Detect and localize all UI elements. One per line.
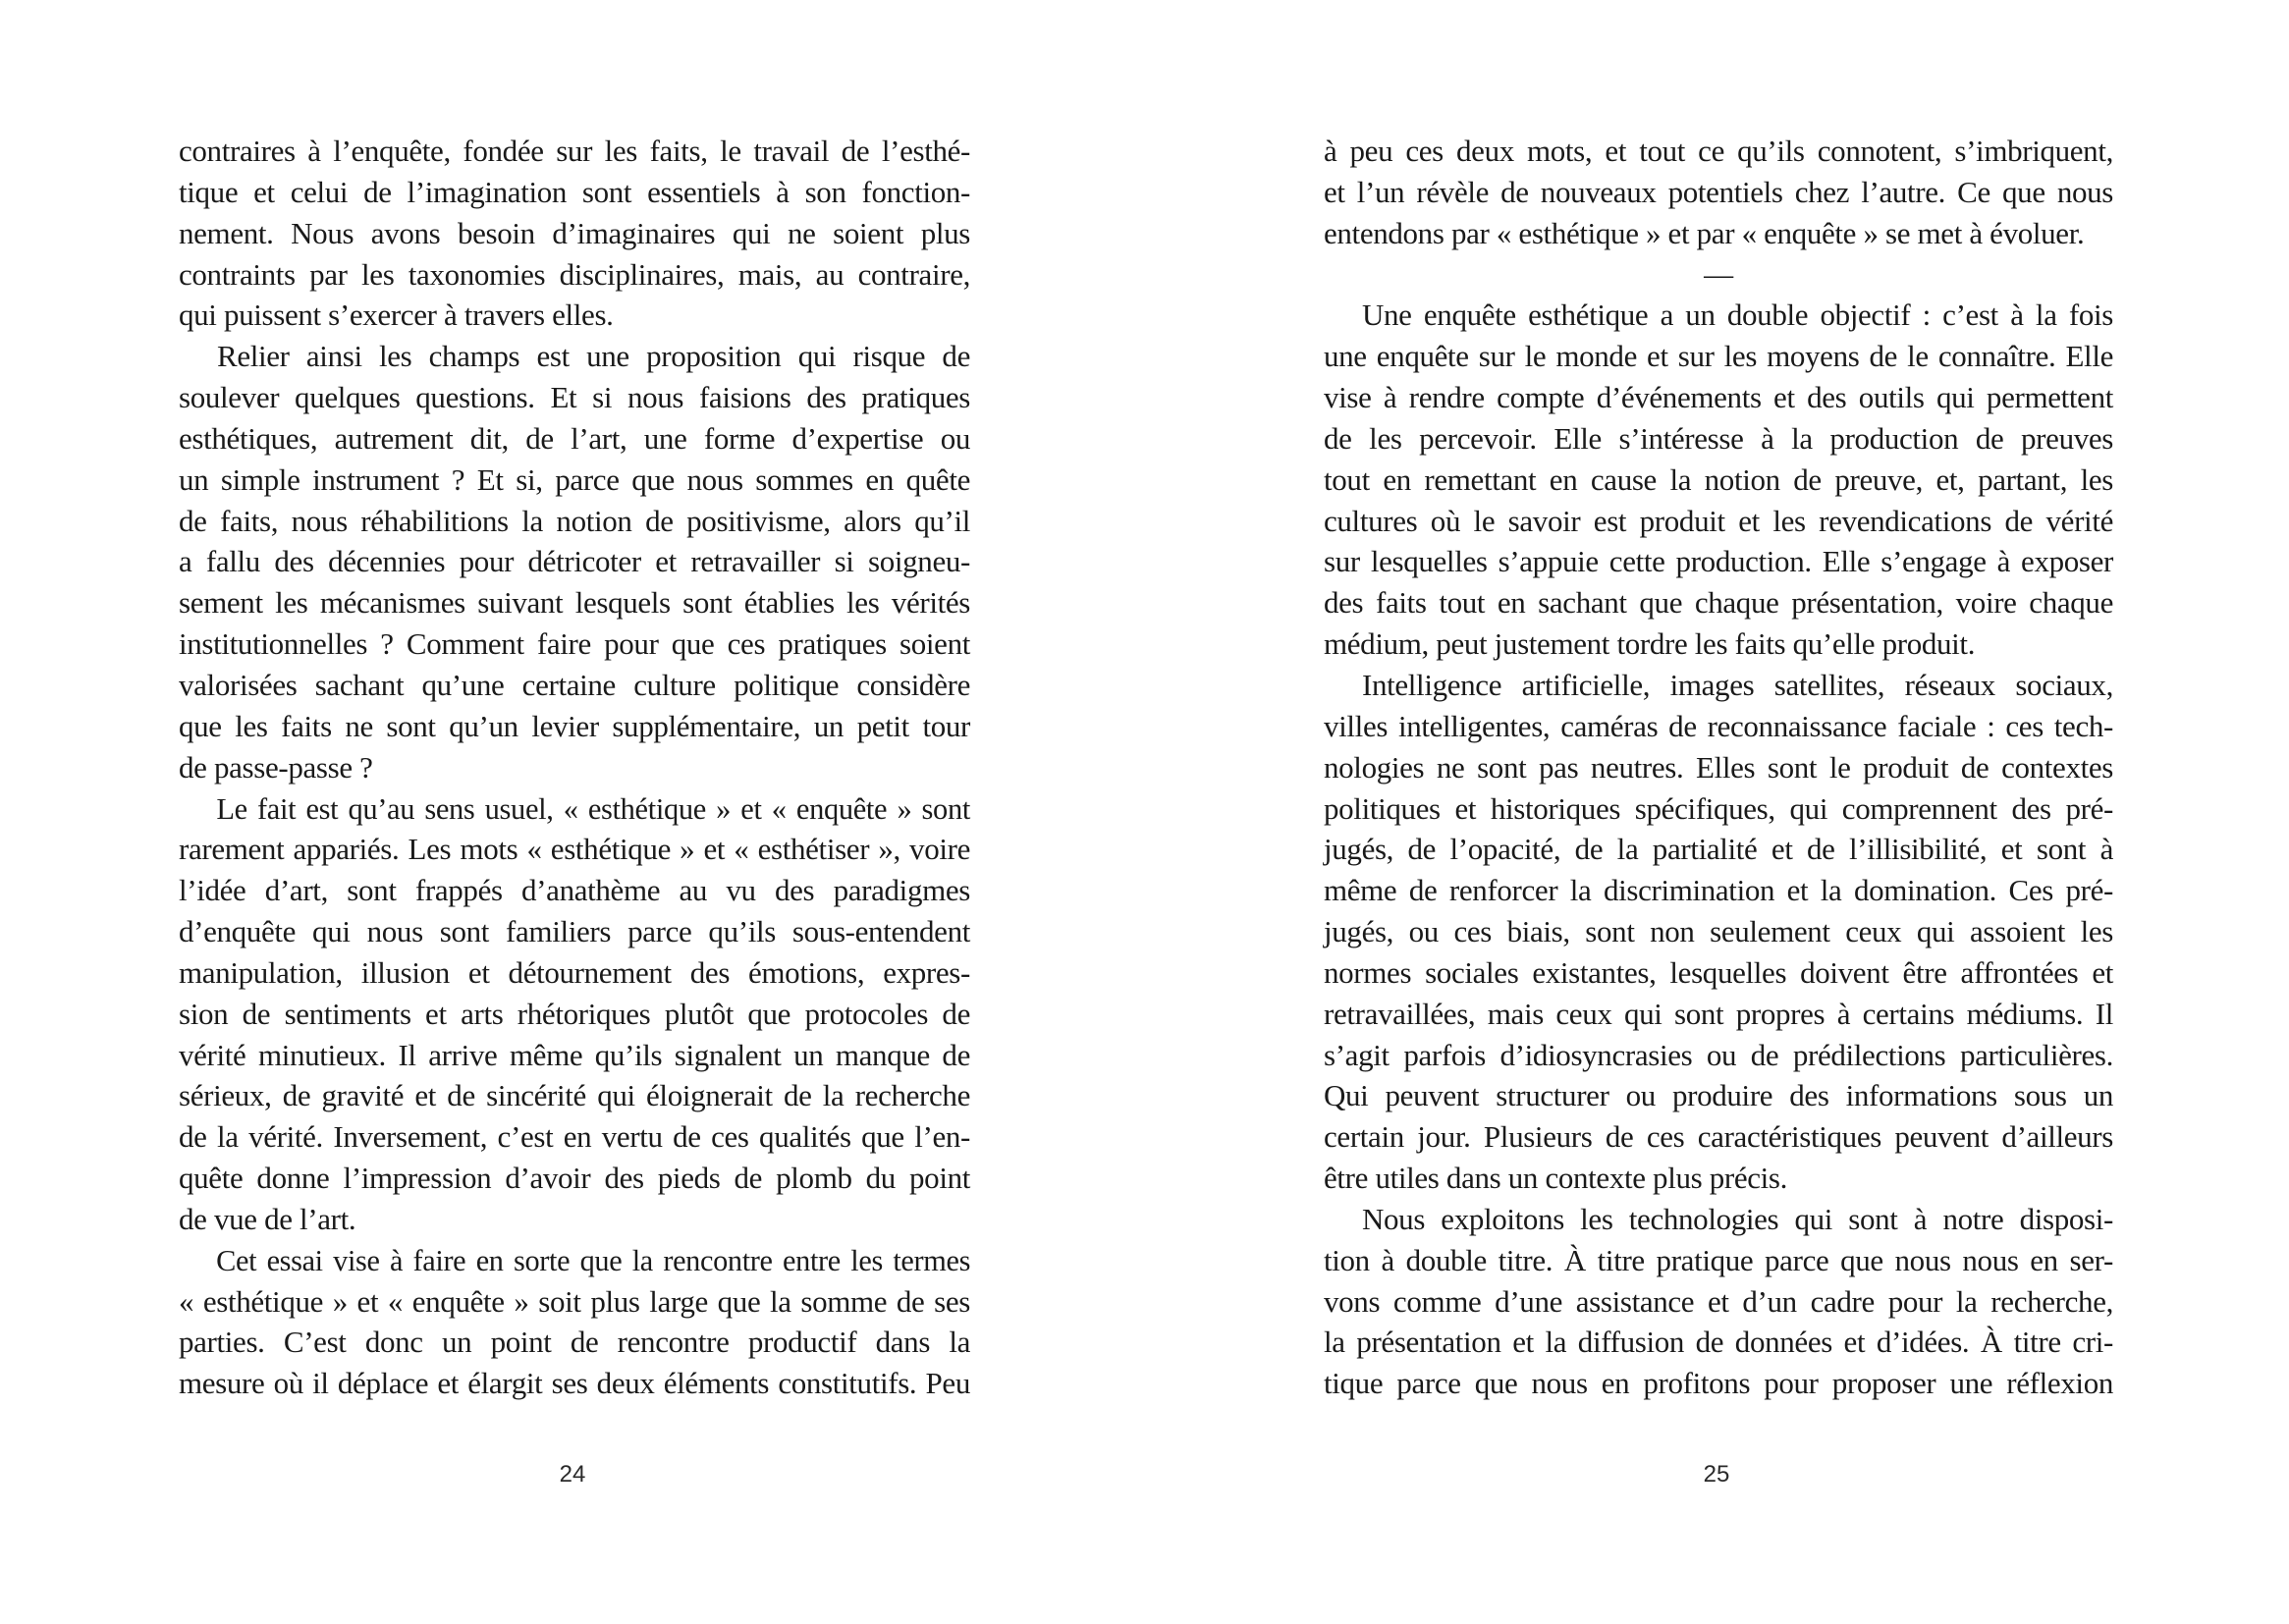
left-page-number: 24 xyxy=(559,1461,586,1488)
text-line: Intelligence artificielle, images satellites, réseaux sociaux, xyxy=(1362,667,2113,702)
text-line: jugés, de l’opacité, de la partialité et de l’illisibilité, et sont à xyxy=(1324,832,2113,867)
text-line: nologies ne sont pas neutres. Elles sont le produit de contextes xyxy=(1324,749,2113,785)
text-line: que les faits ne sont qu’un levier supplémentaire, un petit tour xyxy=(179,708,970,743)
text-line: jugés, ou ces biais, sont non seulement ceux qui assoient les xyxy=(1324,914,2113,949)
text-line: sérieux, de gravité et de sincérité qui éloignerait de la recherche xyxy=(179,1078,970,1113)
text-line: manipulation, illusion et détournement des émotions, expres- xyxy=(179,954,970,990)
text-line: de faits, nous réhabilitions la notion de positivisme, alors qu’il xyxy=(179,503,970,538)
text-line: tion à double titre. À titre pratique parce que nous nous en ser- xyxy=(1324,1242,2113,1277)
text-line: d’enquête qui nous sont familiers parce qu’ils sous-entendent xyxy=(179,914,970,949)
right-page-body-text xyxy=(1324,131,2113,1404)
left-page-body-text xyxy=(179,131,970,1404)
text-line: normes sociales existantes, lesquelles doivent être affrontées et xyxy=(1324,954,2113,990)
text-line: des faits tout en sachant que chaque présentation, voire chaque xyxy=(1324,585,2113,621)
text-line: institutionnelles ? Comment faire pour que ces pratiques soient xyxy=(179,626,970,662)
text-line: vons comme d’une assistance et d’un cadre pour la recherche, xyxy=(1324,1283,2113,1319)
text-line: Qui peuvent structurer ou produire des informations sous un xyxy=(1324,1078,2113,1113)
text-line: à peu ces deux mots, et tout ce qu’ils connotent, s’imbriquent, xyxy=(1324,134,2113,168)
left-page xyxy=(0,0,1144,1624)
right-page-number: 25 xyxy=(1703,1461,1730,1488)
text-line: tique parce que nous en profitons pour proposer une réflexion xyxy=(1324,1366,2113,1401)
text-line: vise à rendre compte d’événements et des outils qui permettent xyxy=(1324,380,2113,415)
text-line: parties. C’est donc un point de rencontre productif dans la xyxy=(179,1325,970,1360)
text-line: « esthétique » et « enquête » soit plus large que la somme de ses xyxy=(179,1283,970,1319)
text-line: Cet essai vise à faire en sorte que la rencontre entre les termes xyxy=(216,1242,971,1277)
text-line: qui puissent s’exercer à travers elles. xyxy=(179,298,614,333)
section-separator: — xyxy=(1704,257,1733,291)
text-line: l’idée d’art, sont frappés d’anathème au vu des paradigmes xyxy=(179,873,970,908)
text-line: entendons par « esthétique » et par « enquête » se met à évoluer. xyxy=(1324,215,2085,250)
text-line: s’agit parfois d’idiosyncrasies ou de prédilections particulières. xyxy=(1324,1037,2113,1072)
text-line: une enquête sur le monde et sur les moyens de le connaître. Elle xyxy=(1324,339,2113,374)
text-line: de les percevoir. Elle s’intéresse à la production de preuves xyxy=(1324,420,2113,456)
text-line: retravaillées, mais ceux qui sont propres à certains médiums. Il xyxy=(1324,996,2113,1031)
text-line: contraints par les taxonomies disciplinaires, mais, au contraire, xyxy=(179,256,970,292)
text-line: villes intelligentes, caméras de reconnaissance faciale : ces tech- xyxy=(1324,708,2113,743)
text-line: sur lesquelles s’appuie cette production. Elle s’engage à exposer xyxy=(1324,544,2113,579)
text-line: même de renforcer la discrimination et la domination. Ces pré- xyxy=(1324,873,2113,908)
text-line: médium, peut justement tordre les faits qu’elle produit. xyxy=(1324,626,1976,662)
text-line: Une enquête esthétique a un double objectif : c’est à la fois xyxy=(1362,298,2113,333)
text-line: tout en remettant en cause la notion de preuve, et, partant, les xyxy=(1324,461,2113,497)
text-line: Nous exploitons les technologies qui sont à notre disposi- xyxy=(1362,1201,2113,1236)
text-line: politiques et historiques spécifiques, qui comprennent des pré- xyxy=(1324,790,2113,826)
text-line: rarement appariés. Les mots « esthétique » et « esthétiser », voire xyxy=(179,832,970,867)
text-line: Relier ainsi les champs est une proposition qui risque de xyxy=(217,339,970,374)
text-line: soulever quelques questions. Et si nous faisions des pratiques xyxy=(179,380,970,415)
text-line: sion de sentiments et arts rhétoriques plutôt que protocoles de xyxy=(179,996,970,1031)
text-line: de passe-passe ? xyxy=(179,749,373,785)
text-line: de la vérité. Inversement, c’est en vertu de ces qualités que l’en- xyxy=(179,1119,970,1155)
text-line: cultures où le savoir est produit et les revendications de vérité xyxy=(1324,503,2113,538)
text-line: tique et celui de l’imagination sont essentiels à son fonction- xyxy=(179,174,970,209)
text-line: contraires à l’enquête, fondée sur les faits, le travail de l’esthé- xyxy=(179,134,970,168)
text-line: certain jour. Plusieurs de ces caractéristiques peuvent d’ailleurs xyxy=(1324,1119,2113,1155)
text-line: nement. Nous avons besoin d’imaginaires qui ne soient plus xyxy=(179,215,970,250)
text-line: Le fait est qu’au sens usuel, « esthétique » et « enquête » sont xyxy=(216,790,970,826)
text-line: sement les mécanismes suivant lesquels sont établies les vérités xyxy=(179,585,970,621)
text-line: un simple instrument ? Et si, parce que nous sommes en quête xyxy=(179,461,970,497)
text-line: vérité minutieux. Il arrive même qu’ils signalent un manque de xyxy=(179,1037,970,1072)
text-line: valorisées sachant qu’une certaine culture politique considère xyxy=(179,667,970,702)
right-page xyxy=(1144,0,2289,1624)
text-line: a fallu des décennies pour détricoter et retravailler si soigneu- xyxy=(179,544,970,579)
text-line: quête donne l’impression d’avoir des pieds de plomb du point xyxy=(179,1161,970,1196)
text-line: mesure où il déplace et élargit ses deux éléments constitutifs. Peu xyxy=(179,1366,970,1401)
text-line: et l’un révèle de nouveaux potentiels chez l’autre. Ce que nous xyxy=(1324,174,2113,209)
text-line: être utiles dans un contexte plus précis. xyxy=(1324,1161,1788,1196)
text-line: la présentation et la diffusion de données et d’idées. À titre cri- xyxy=(1324,1325,2113,1360)
text-line: esthétiques, autrement dit, de l’art, une forme d’expertise ou xyxy=(179,420,970,456)
text-line: de vue de l’art. xyxy=(179,1201,356,1236)
